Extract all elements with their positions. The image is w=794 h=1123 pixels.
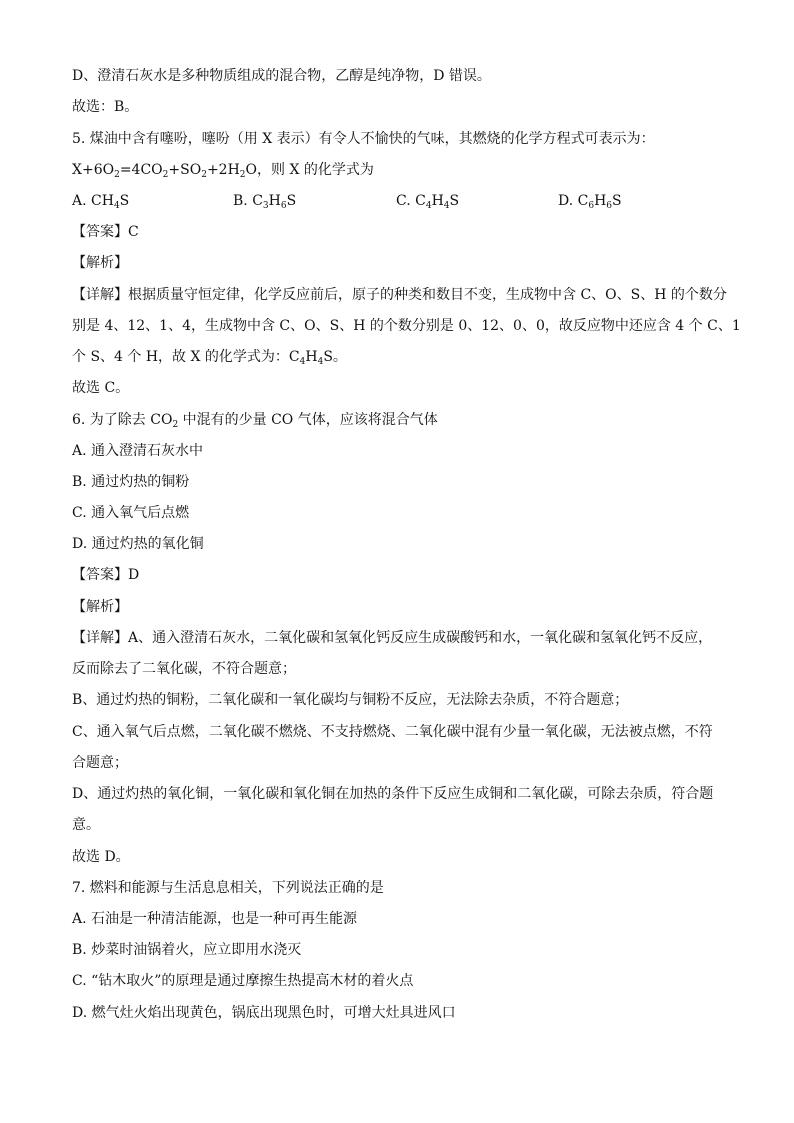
question-5-equation: $X+6O_2=4CO_2+SO_2+2H_2O$，则 X 的化学式为	[72, 162, 374, 180]
text-line: 故选：B。	[72, 99, 139, 115]
option-a: A. 通入澄清石灰水中	[72, 443, 204, 459]
question-5-options	[72, 191, 732, 211]
explanation-line: B、通过灼热的铜粉，二氧化碳和一氧化碳均与铜粉不反应，无法除去杂质，不符合题意；	[72, 692, 629, 708]
explanation-line: 反而除去了二氧化碳，不符合题意；	[72, 661, 296, 677]
answer-label: 【答案】C	[72, 224, 139, 240]
analysis-label: 【解析】	[72, 599, 128, 615]
explanation-line: 别是 4、12、1、4，生成物中含 C、O、S、H 的个数分别是 0、12、0、0，故反应物中还应含 4 个 C、1	[72, 318, 741, 334]
option-d: D. 燃气灶火焰出现黄色，锅底出现黑色时，可增大灶具进风口	[72, 1005, 456, 1021]
explanation-line: C、通入氧气后点燃，二氧化碳不燃烧、不支持燃烧、二氧化碳中混有少量一氧化碳，无法被点燃，不符	[72, 724, 713, 740]
option-a: A. $CH_4S$	[72, 193, 130, 211]
text-line: D、澄清石灰水是多种物质组成的混合物，乙醇是纯净物，D 错误。	[72, 68, 491, 84]
option-b: B. $C_3H_6S$	[233, 193, 297, 211]
explanation-line: 合题意；	[72, 755, 128, 771]
text-line: 故选 C。	[72, 380, 130, 396]
option-d: D. 通过灼热的氧化铜	[72, 536, 204, 552]
explanation-line: 个 S、4 个 H，故 X 的化学式为：$C_4H_4S$。	[72, 349, 347, 367]
option-d: D. $C_6H_6S$	[558, 193, 622, 211]
option-a: A. 石油是一种清洁能源，也是一种可再生能源	[72, 911, 358, 927]
analysis-label: 【解析】	[72, 255, 128, 271]
explanation-line: 意。	[72, 817, 100, 833]
question-7-stem: 7. 燃料和能源与生活息息相关，下列说法正确的是	[72, 880, 384, 896]
option-c: C. $C_4H_4S$	[396, 193, 460, 211]
question-5-stem: 5. 煤油中含有噻吩，噻吩（用 X 表示）有令人不愉快的气味，其燃烧的化学方程式可表示为：	[72, 131, 655, 147]
explanation-line: 【详解】A、通入澄清石灰水，二氧化碳和氢氧化钙反应生成碳酸钙和水，一氧化碳和氢氧化钙不反应，	[72, 630, 713, 646]
answer-label: 【答案】D	[72, 567, 140, 583]
option-b: B. 通过灼热的铜粉	[72, 474, 190, 490]
text-line: 故选 D。	[72, 849, 130, 865]
option-b: B. 炒菜时油锅着火，应立即用水浇灭	[72, 942, 302, 958]
explanation-line: D、通过灼热的氧化铜，一氧化碳和氧化铜在加热的条件下反应生成铜和二氧化碳，可除去杂质，符合题	[72, 786, 714, 802]
question-6-stem: 6. 为了除去 $CO_2$ 中混有的少量 CO 气体，应该将混合气体	[72, 412, 438, 430]
option-c: C. 通入氧气后点燃	[72, 505, 190, 521]
explanation-line: 【详解】根据质量守恒定律，化学反应前后，原子的种类和数目不变，生成物中含 C、O、S、H 的个数分	[72, 287, 727, 303]
option-c: C. “钻木取火”的原理是通过摩擦生热提高木材的着火点	[72, 973, 414, 989]
